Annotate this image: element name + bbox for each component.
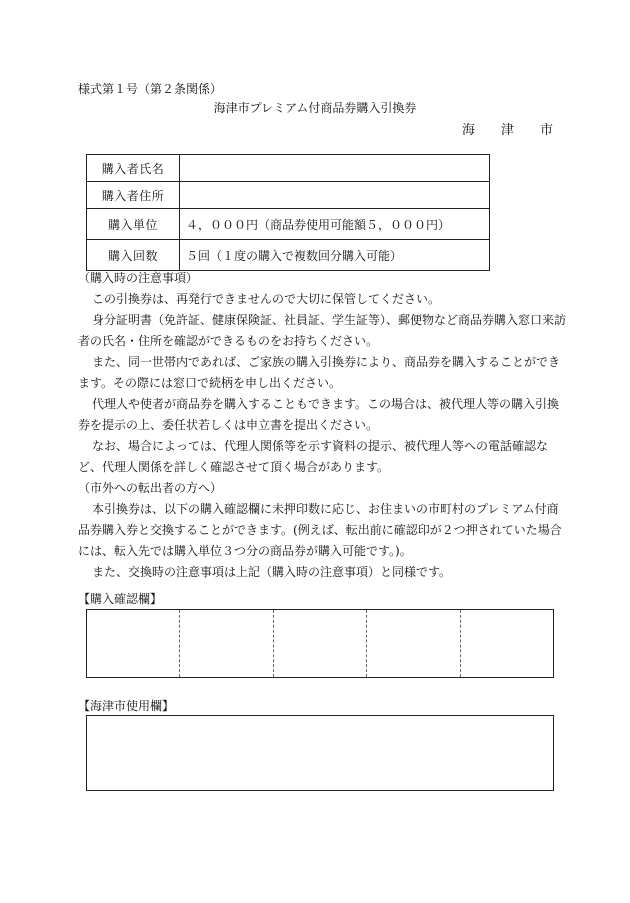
purchase-unit-label: 購入単位 — [87, 209, 180, 240]
purchase-note-paragraph: なお、場合によっては、代理人関係等を示す資料の提示、被代理人等への電話確認など、代理人関係を詳しく確認させて頂く場合があります。 — [78, 439, 549, 474]
purchaser-name-field[interactable] — [180, 155, 490, 182]
purchase-note-paragraph: また、同一世帯内であれば、ご家族の購入引換券により、商品券を購入することができます。その際には窓口で続柄を申し出ください。 — [78, 355, 561, 390]
confirm-stamp-cell[interactable] — [367, 610, 460, 677]
purchase-notes — [78, 268, 568, 478]
confirm-stamp-cell[interactable] — [461, 610, 553, 677]
form-number: 様式第１号（第２条関係） — [78, 82, 223, 96]
moving-notes-heading: （市外への転出者の方へ） — [78, 481, 223, 495]
confirm-stamp-cell[interactable] — [274, 610, 367, 677]
purchase-note-paragraph: この引換券は、再発行できませんので大切に保管してください。 — [92, 292, 441, 306]
table-row — [87, 240, 490, 271]
city-use-section-heading: 【海津市使用欄】 — [78, 699, 175, 713]
table-row — [87, 182, 490, 209]
city-use-box[interactable] — [86, 715, 554, 791]
moving-note-paragraph: 本引換券は、以下の購入確認欄に未押印数に応じ、お住まいの市町村のプレミアム付商品券購入券と交換することができます。(例えば、転出前に確認印が２つ押されていた場合には、転入先では購入単位３つ分の商品券が購入可能です。)。 — [78, 502, 562, 558]
purchase-notes-heading: （購入時の注意事項） — [78, 271, 199, 285]
purchaser-info-table — [86, 154, 490, 271]
purchase-confirm-box — [86, 609, 554, 678]
purchaser-name-label: 購入者氏名 — [87, 155, 180, 182]
purchase-count-value: ５回（１度の購入で複数回分購入可能） — [180, 240, 490, 271]
purchase-count-label: 購入回数 — [87, 240, 180, 271]
purchase-unit-value: ４，０００円（商品券使用可能額５，０００円） — [180, 209, 490, 240]
issuer-name: 海津市 — [462, 123, 580, 138]
purchase-note-paragraph: 代理人や使者が商品券を購入することもできます。この場合は、被代理人等の購入引換券を提示の上、委任状若しくは申立書を提出ください。 — [78, 397, 560, 432]
moving-notes — [78, 478, 568, 583]
purchaser-address-label: 購入者住所 — [87, 182, 180, 209]
confirm-stamp-cell[interactable] — [87, 610, 180, 677]
moving-note-paragraph: また、交換時の注意事項は上記（購入時の注意事項）と同様です。 — [92, 565, 452, 579]
purchaser-address-field[interactable] — [180, 182, 490, 209]
confirm-section-heading: 【購入確認欄】 — [78, 592, 163, 606]
table-row — [87, 209, 490, 240]
purchase-note-paragraph: 身分証明書（免許証、健康保険証、社員証、学生証等）、郵便物など商品券購入窓口来訪者の氏名・住所を確認ができるものをお持ちください。 — [78, 313, 567, 348]
document-title: 海津市プレミアム付商品券購入引換券 — [213, 101, 417, 115]
confirm-stamp-cell[interactable] — [180, 610, 273, 677]
table-row — [87, 155, 490, 182]
